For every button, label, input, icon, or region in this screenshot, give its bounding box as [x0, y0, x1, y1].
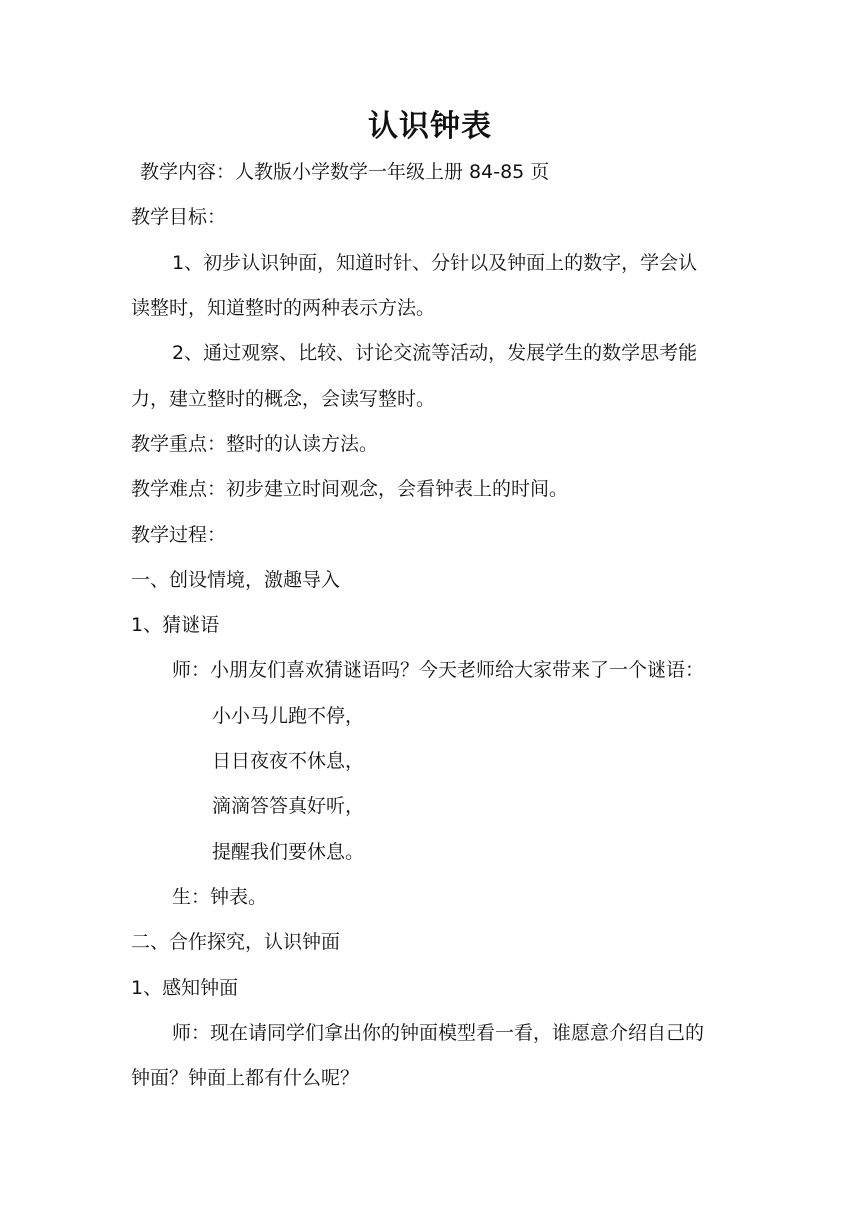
document-title: 认识钟表 [368, 109, 492, 144]
riddle-line: 滴滴答答真好听， [212, 795, 365, 817]
difficulty-line: 教学难点：初步建立时间观念，会看钟表上的时间。 [131, 478, 569, 500]
riddle-line: 日日夜夜不休息， [212, 750, 365, 772]
teaching-content-line: 教学内容：人教版小学数学一年级上册 84-85 页 [140, 161, 550, 183]
objective-1-line-1: 1、初步认识钟面，知道时针、分针以及钟面上的数字，学会认 [172, 252, 698, 274]
item-1-heading: 1、猜谜语 [131, 614, 220, 636]
riddle-line: 提醒我们要休息。 [212, 841, 365, 863]
objectives-heading: 教学目标： [131, 206, 227, 228]
section-1-heading: 一、创设情境，激趣导入 [131, 569, 341, 591]
teacher-line-2a: 师：现在请同学们拿出你的钟面模型看一看，谁愿意介绍自己的 [172, 1022, 705, 1044]
item-2-heading: 1、感知钟面 [131, 977, 239, 999]
riddle-line: 小小马儿跑不停， [212, 705, 365, 727]
section-2-heading: 二、合作探究，认识钟面 [131, 931, 341, 953]
objective-1-line-2: 读整时，知道整时的两种表示方法。 [131, 297, 436, 319]
student-answer-line: 生：钟表。 [172, 886, 268, 908]
teacher-riddle-intro: 师：小朋友们喜欢猜谜语吗？今天老师给大家带来了一个谜语： [172, 659, 705, 681]
process-heading: 教学过程： [131, 524, 227, 546]
teacher-line-2b: 钟面？钟面上都有什么呢？ [131, 1067, 360, 1089]
key-point-line: 教学重点：整时的认读方法。 [131, 433, 379, 455]
objective-2-line-1: 2、通过观察、比较、讨论交流等活动，发展学生的数学思考能 [172, 342, 698, 364]
objective-2-line-2: 力，建立整时的概念，会读写整时。 [131, 388, 436, 410]
